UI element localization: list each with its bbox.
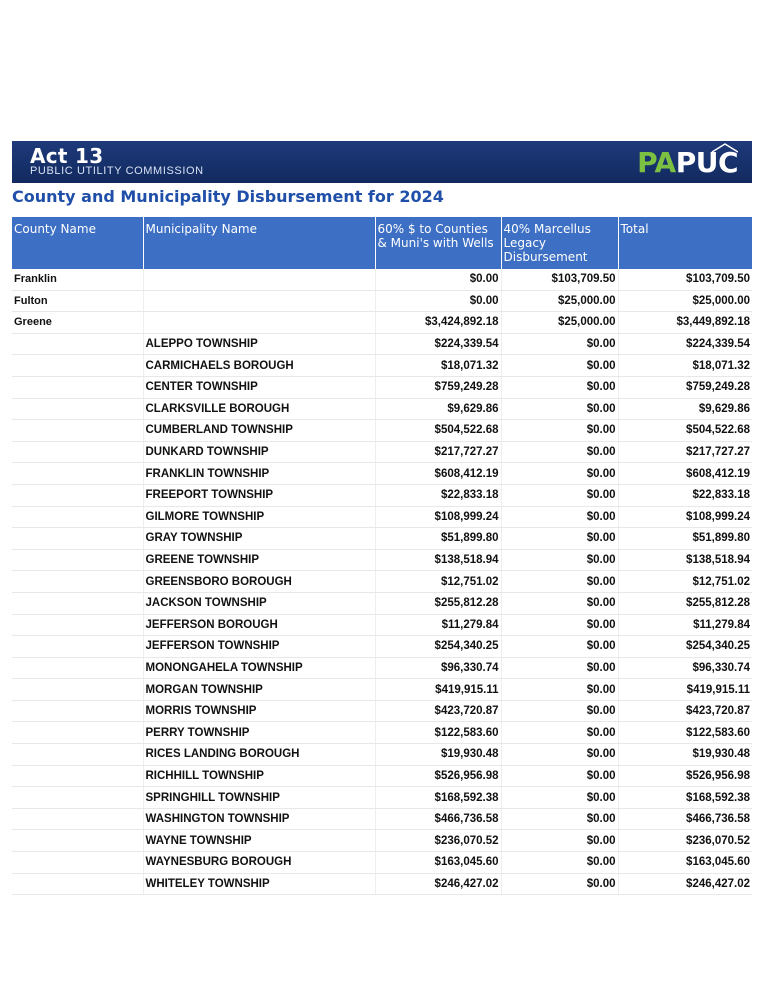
total-amount-cell: $217,727.27 bbox=[618, 441, 752, 463]
wells-amount-cell: $11,279.84 bbox=[375, 614, 501, 636]
legacy-amount-cell: $0.00 bbox=[501, 614, 618, 636]
legacy-amount-cell: $0.00 bbox=[501, 700, 618, 722]
table-row bbox=[12, 636, 752, 658]
wells-amount-cell: $224,339.54 bbox=[375, 333, 501, 355]
table-row bbox=[12, 679, 752, 701]
table-row bbox=[12, 506, 752, 528]
legacy-amount-cell: $25,000.00 bbox=[501, 312, 618, 334]
wells-amount-cell: $12,751.02 bbox=[375, 571, 501, 593]
county-cell bbox=[12, 830, 143, 852]
table-row bbox=[12, 398, 752, 420]
table-body bbox=[12, 269, 752, 895]
total-amount-cell: $9,629.86 bbox=[618, 398, 752, 420]
total-amount-cell: $168,592.38 bbox=[618, 787, 752, 809]
wells-amount-cell: $22,833.18 bbox=[375, 484, 501, 506]
table-row bbox=[12, 808, 752, 830]
county-cell: Franklin bbox=[12, 269, 143, 290]
wells-amount-cell: $163,045.60 bbox=[375, 852, 501, 874]
papuc-logo bbox=[637, 146, 738, 179]
wells-amount-cell: $18,071.32 bbox=[375, 355, 501, 377]
table-header-row bbox=[12, 217, 752, 269]
wells-amount-cell: $504,522.68 bbox=[375, 420, 501, 442]
county-cell bbox=[12, 787, 143, 809]
total-amount-cell: $11,279.84 bbox=[618, 614, 752, 636]
wells-amount-cell: $122,583.60 bbox=[375, 722, 501, 744]
municipality-cell: JEFFERSON BOROUGH bbox=[143, 614, 375, 636]
legacy-amount-cell: $0.00 bbox=[501, 722, 618, 744]
legacy-amount-cell: $0.00 bbox=[501, 592, 618, 614]
municipality-cell: CUMBERLAND TOWNSHIP bbox=[143, 420, 375, 442]
wells-amount-cell: $168,592.38 bbox=[375, 787, 501, 809]
total-amount-cell: $608,412.19 bbox=[618, 463, 752, 485]
table-row bbox=[12, 657, 752, 679]
county-cell bbox=[12, 636, 143, 658]
total-amount-cell: $236,070.52 bbox=[618, 830, 752, 852]
municipality-cell: RICHHILL TOWNSHIP bbox=[143, 765, 375, 787]
county-cell: Greene bbox=[12, 312, 143, 334]
municipality-cell: GRAY TOWNSHIP bbox=[143, 528, 375, 550]
wells-amount-cell: $108,999.24 bbox=[375, 506, 501, 528]
wells-amount-cell: $96,330.74 bbox=[375, 657, 501, 679]
county-cell bbox=[12, 657, 143, 679]
table-row bbox=[12, 269, 752, 290]
wells-amount-cell: $423,720.87 bbox=[375, 700, 501, 722]
wells-amount-cell: $419,915.11 bbox=[375, 679, 501, 701]
legacy-amount-cell: $0.00 bbox=[501, 852, 618, 874]
total-amount-cell: $108,999.24 bbox=[618, 506, 752, 528]
legacy-amount-cell: $0.00 bbox=[501, 549, 618, 571]
legacy-amount-cell: $0.00 bbox=[501, 355, 618, 377]
wells-amount-cell: $138,518.94 bbox=[375, 549, 501, 571]
municipality-cell: CLARKSVILLE BOROUGH bbox=[143, 398, 375, 420]
total-amount-cell: $504,522.68 bbox=[618, 420, 752, 442]
county-cell bbox=[12, 506, 143, 528]
county-cell bbox=[12, 333, 143, 355]
county-cell bbox=[12, 852, 143, 874]
wells-amount-cell: $3,424,892.18 bbox=[375, 312, 501, 334]
table-row bbox=[12, 420, 752, 442]
disbursement-table bbox=[12, 217, 752, 895]
municipality-cell: JEFFERSON TOWNSHIP bbox=[143, 636, 375, 658]
total-amount-cell: $103,709.50 bbox=[618, 269, 752, 290]
wells-amount-cell: $217,727.27 bbox=[375, 441, 501, 463]
municipality-cell: FRANKLIN TOWNSHIP bbox=[143, 463, 375, 485]
legacy-amount-cell: $0.00 bbox=[501, 571, 618, 593]
table-row bbox=[12, 873, 752, 895]
county-cell bbox=[12, 765, 143, 787]
table-row bbox=[12, 830, 752, 852]
municipality-cell: PERRY TOWNSHIP bbox=[143, 722, 375, 744]
legacy-amount-cell: $25,000.00 bbox=[501, 290, 618, 312]
legacy-amount-cell: $0.00 bbox=[501, 506, 618, 528]
total-amount-cell: $246,427.02 bbox=[618, 873, 752, 895]
legacy-amount-cell: $0.00 bbox=[501, 463, 618, 485]
total-amount-cell: $122,583.60 bbox=[618, 722, 752, 744]
county-cell bbox=[12, 614, 143, 636]
municipality-cell: WHITELEY TOWNSHIP bbox=[143, 873, 375, 895]
table-row bbox=[12, 355, 752, 377]
county-cell bbox=[12, 722, 143, 744]
wells-amount-cell: $466,736.58 bbox=[375, 808, 501, 830]
county-cell bbox=[12, 484, 143, 506]
municipality-cell: MORRIS TOWNSHIP bbox=[143, 700, 375, 722]
wells-amount-cell: $236,070.52 bbox=[375, 830, 501, 852]
legacy-amount-cell: $0.00 bbox=[501, 333, 618, 355]
legacy-amount-cell: $0.00 bbox=[501, 484, 618, 506]
total-amount-cell: $255,812.28 bbox=[618, 592, 752, 614]
county-cell bbox=[12, 571, 143, 593]
table-row bbox=[12, 290, 752, 312]
legacy-amount-cell: $0.00 bbox=[501, 830, 618, 852]
table-row bbox=[12, 592, 752, 614]
table-row bbox=[12, 765, 752, 787]
municipality-cell: JACKSON TOWNSHIP bbox=[143, 592, 375, 614]
legacy-amount-cell: $0.00 bbox=[501, 398, 618, 420]
wells-amount-cell: $0.00 bbox=[375, 290, 501, 312]
municipality-cell: FREEPORT TOWNSHIP bbox=[143, 484, 375, 506]
municipality-cell: RICES LANDING BOROUGH bbox=[143, 744, 375, 766]
legacy-amount-cell: $0.00 bbox=[501, 528, 618, 550]
total-amount-cell: $138,518.94 bbox=[618, 549, 752, 571]
county-cell bbox=[12, 549, 143, 571]
wells-amount-cell: $51,899.80 bbox=[375, 528, 501, 550]
table-row bbox=[12, 700, 752, 722]
legacy-amount-cell: $0.00 bbox=[501, 679, 618, 701]
logo-pa: PA bbox=[637, 146, 676, 179]
municipality-cell: CARMICHAELS BOROUGH bbox=[143, 355, 375, 377]
municipality-cell: WAYNESBURG BOROUGH bbox=[143, 852, 375, 874]
wells-amount-cell: $608,412.19 bbox=[375, 463, 501, 485]
logo-puc: PUC bbox=[675, 146, 738, 179]
legacy-amount-cell: $0.00 bbox=[501, 636, 618, 658]
table-row bbox=[12, 614, 752, 636]
wells-amount-cell: $246,427.02 bbox=[375, 873, 501, 895]
legacy-amount-cell: $0.00 bbox=[501, 657, 618, 679]
table-row bbox=[12, 441, 752, 463]
legacy-amount-cell: $103,709.50 bbox=[501, 269, 618, 290]
legacy-amount-cell: $0.00 bbox=[501, 744, 618, 766]
wells-amount-cell: $9,629.86 bbox=[375, 398, 501, 420]
table-row bbox=[12, 852, 752, 874]
wells-amount-cell: $255,812.28 bbox=[375, 592, 501, 614]
total-amount-cell: $759,249.28 bbox=[618, 376, 752, 398]
municipality-cell: SPRINGHILL TOWNSHIP bbox=[143, 787, 375, 809]
wells-amount-cell: $19,930.48 bbox=[375, 744, 501, 766]
total-amount-cell: $25,000.00 bbox=[618, 290, 752, 312]
total-amount-cell: $163,045.60 bbox=[618, 852, 752, 874]
legacy-amount-cell: $0.00 bbox=[501, 441, 618, 463]
col-header-legacy: 40% Marcellus Legacy Disbursement bbox=[501, 217, 618, 269]
total-amount-cell: $423,720.87 bbox=[618, 700, 752, 722]
wells-amount-cell: $526,956.98 bbox=[375, 765, 501, 787]
table-row bbox=[12, 376, 752, 398]
col-header-county: County Name bbox=[12, 217, 143, 269]
county-cell bbox=[12, 441, 143, 463]
total-amount-cell: $96,330.74 bbox=[618, 657, 752, 679]
total-amount-cell: $224,339.54 bbox=[618, 333, 752, 355]
county-cell bbox=[12, 808, 143, 830]
legacy-amount-cell: $0.00 bbox=[501, 420, 618, 442]
municipality-cell: MORGAN TOWNSHIP bbox=[143, 679, 375, 701]
total-amount-cell: $419,915.11 bbox=[618, 679, 752, 701]
county-cell bbox=[12, 744, 143, 766]
total-amount-cell: $254,340.25 bbox=[618, 636, 752, 658]
total-amount-cell: $22,833.18 bbox=[618, 484, 752, 506]
county-cell bbox=[12, 463, 143, 485]
county-cell bbox=[12, 700, 143, 722]
total-amount-cell: $51,899.80 bbox=[618, 528, 752, 550]
total-amount-cell: $12,751.02 bbox=[618, 571, 752, 593]
municipality-cell: WAYNE TOWNSHIP bbox=[143, 830, 375, 852]
col-header-total: Total bbox=[618, 217, 752, 269]
county-cell bbox=[12, 528, 143, 550]
table-row bbox=[12, 528, 752, 550]
municipality-cell: DUNKARD TOWNSHIP bbox=[143, 441, 375, 463]
legacy-amount-cell: $0.00 bbox=[501, 873, 618, 895]
legacy-amount-cell: $0.00 bbox=[501, 787, 618, 809]
total-amount-cell: $18,071.32 bbox=[618, 355, 752, 377]
municipality-cell: CENTER TOWNSHIP bbox=[143, 376, 375, 398]
county-cell bbox=[12, 398, 143, 420]
legacy-amount-cell: $0.00 bbox=[501, 808, 618, 830]
municipality-cell: GREENSBORO BOROUGH bbox=[143, 571, 375, 593]
municipality-cell bbox=[143, 290, 375, 312]
municipality-cell bbox=[143, 269, 375, 290]
wells-amount-cell: $254,340.25 bbox=[375, 636, 501, 658]
county-cell bbox=[12, 355, 143, 377]
county-cell bbox=[12, 376, 143, 398]
municipality-cell: WASHINGTON TOWNSHIP bbox=[143, 808, 375, 830]
table-row bbox=[12, 722, 752, 744]
table-row bbox=[12, 484, 752, 506]
legacy-amount-cell: $0.00 bbox=[501, 765, 618, 787]
banner-title: Act 13 bbox=[30, 144, 104, 168]
total-amount-cell: $3,449,892.18 bbox=[618, 312, 752, 334]
table-row bbox=[12, 333, 752, 355]
legacy-amount-cell: $0.00 bbox=[501, 376, 618, 398]
municipality-cell: GREENE TOWNSHIP bbox=[143, 549, 375, 571]
total-amount-cell: $466,736.58 bbox=[618, 808, 752, 830]
county-cell bbox=[12, 420, 143, 442]
banner-subtitle: PUBLIC UTILITY COMMISSION bbox=[30, 165, 204, 177]
col-header-municipality: Municipality Name bbox=[143, 217, 375, 269]
municipality-cell: ALEPPO TOWNSHIP bbox=[143, 333, 375, 355]
table-row bbox=[12, 312, 752, 334]
municipality-cell bbox=[143, 312, 375, 334]
wells-amount-cell: $759,249.28 bbox=[375, 376, 501, 398]
municipality-cell: GILMORE TOWNSHIP bbox=[143, 506, 375, 528]
header-banner bbox=[12, 141, 752, 183]
table-row bbox=[12, 787, 752, 809]
county-cell bbox=[12, 679, 143, 701]
municipality-cell: MONONGAHELA TOWNSHIP bbox=[143, 657, 375, 679]
document-title: County and Municipality Disbursement for 2024 bbox=[12, 187, 444, 206]
table-row bbox=[12, 744, 752, 766]
col-header-wells: 60% $ to Counties & Muni's with Wells bbox=[375, 217, 501, 269]
table-row bbox=[12, 463, 752, 485]
table-row bbox=[12, 549, 752, 571]
county-cell bbox=[12, 873, 143, 895]
total-amount-cell: $19,930.48 bbox=[618, 744, 752, 766]
wells-amount-cell: $0.00 bbox=[375, 269, 501, 290]
total-amount-cell: $526,956.98 bbox=[618, 765, 752, 787]
county-cell: Fulton bbox=[12, 290, 143, 312]
county-cell bbox=[12, 592, 143, 614]
table-row bbox=[12, 571, 752, 593]
